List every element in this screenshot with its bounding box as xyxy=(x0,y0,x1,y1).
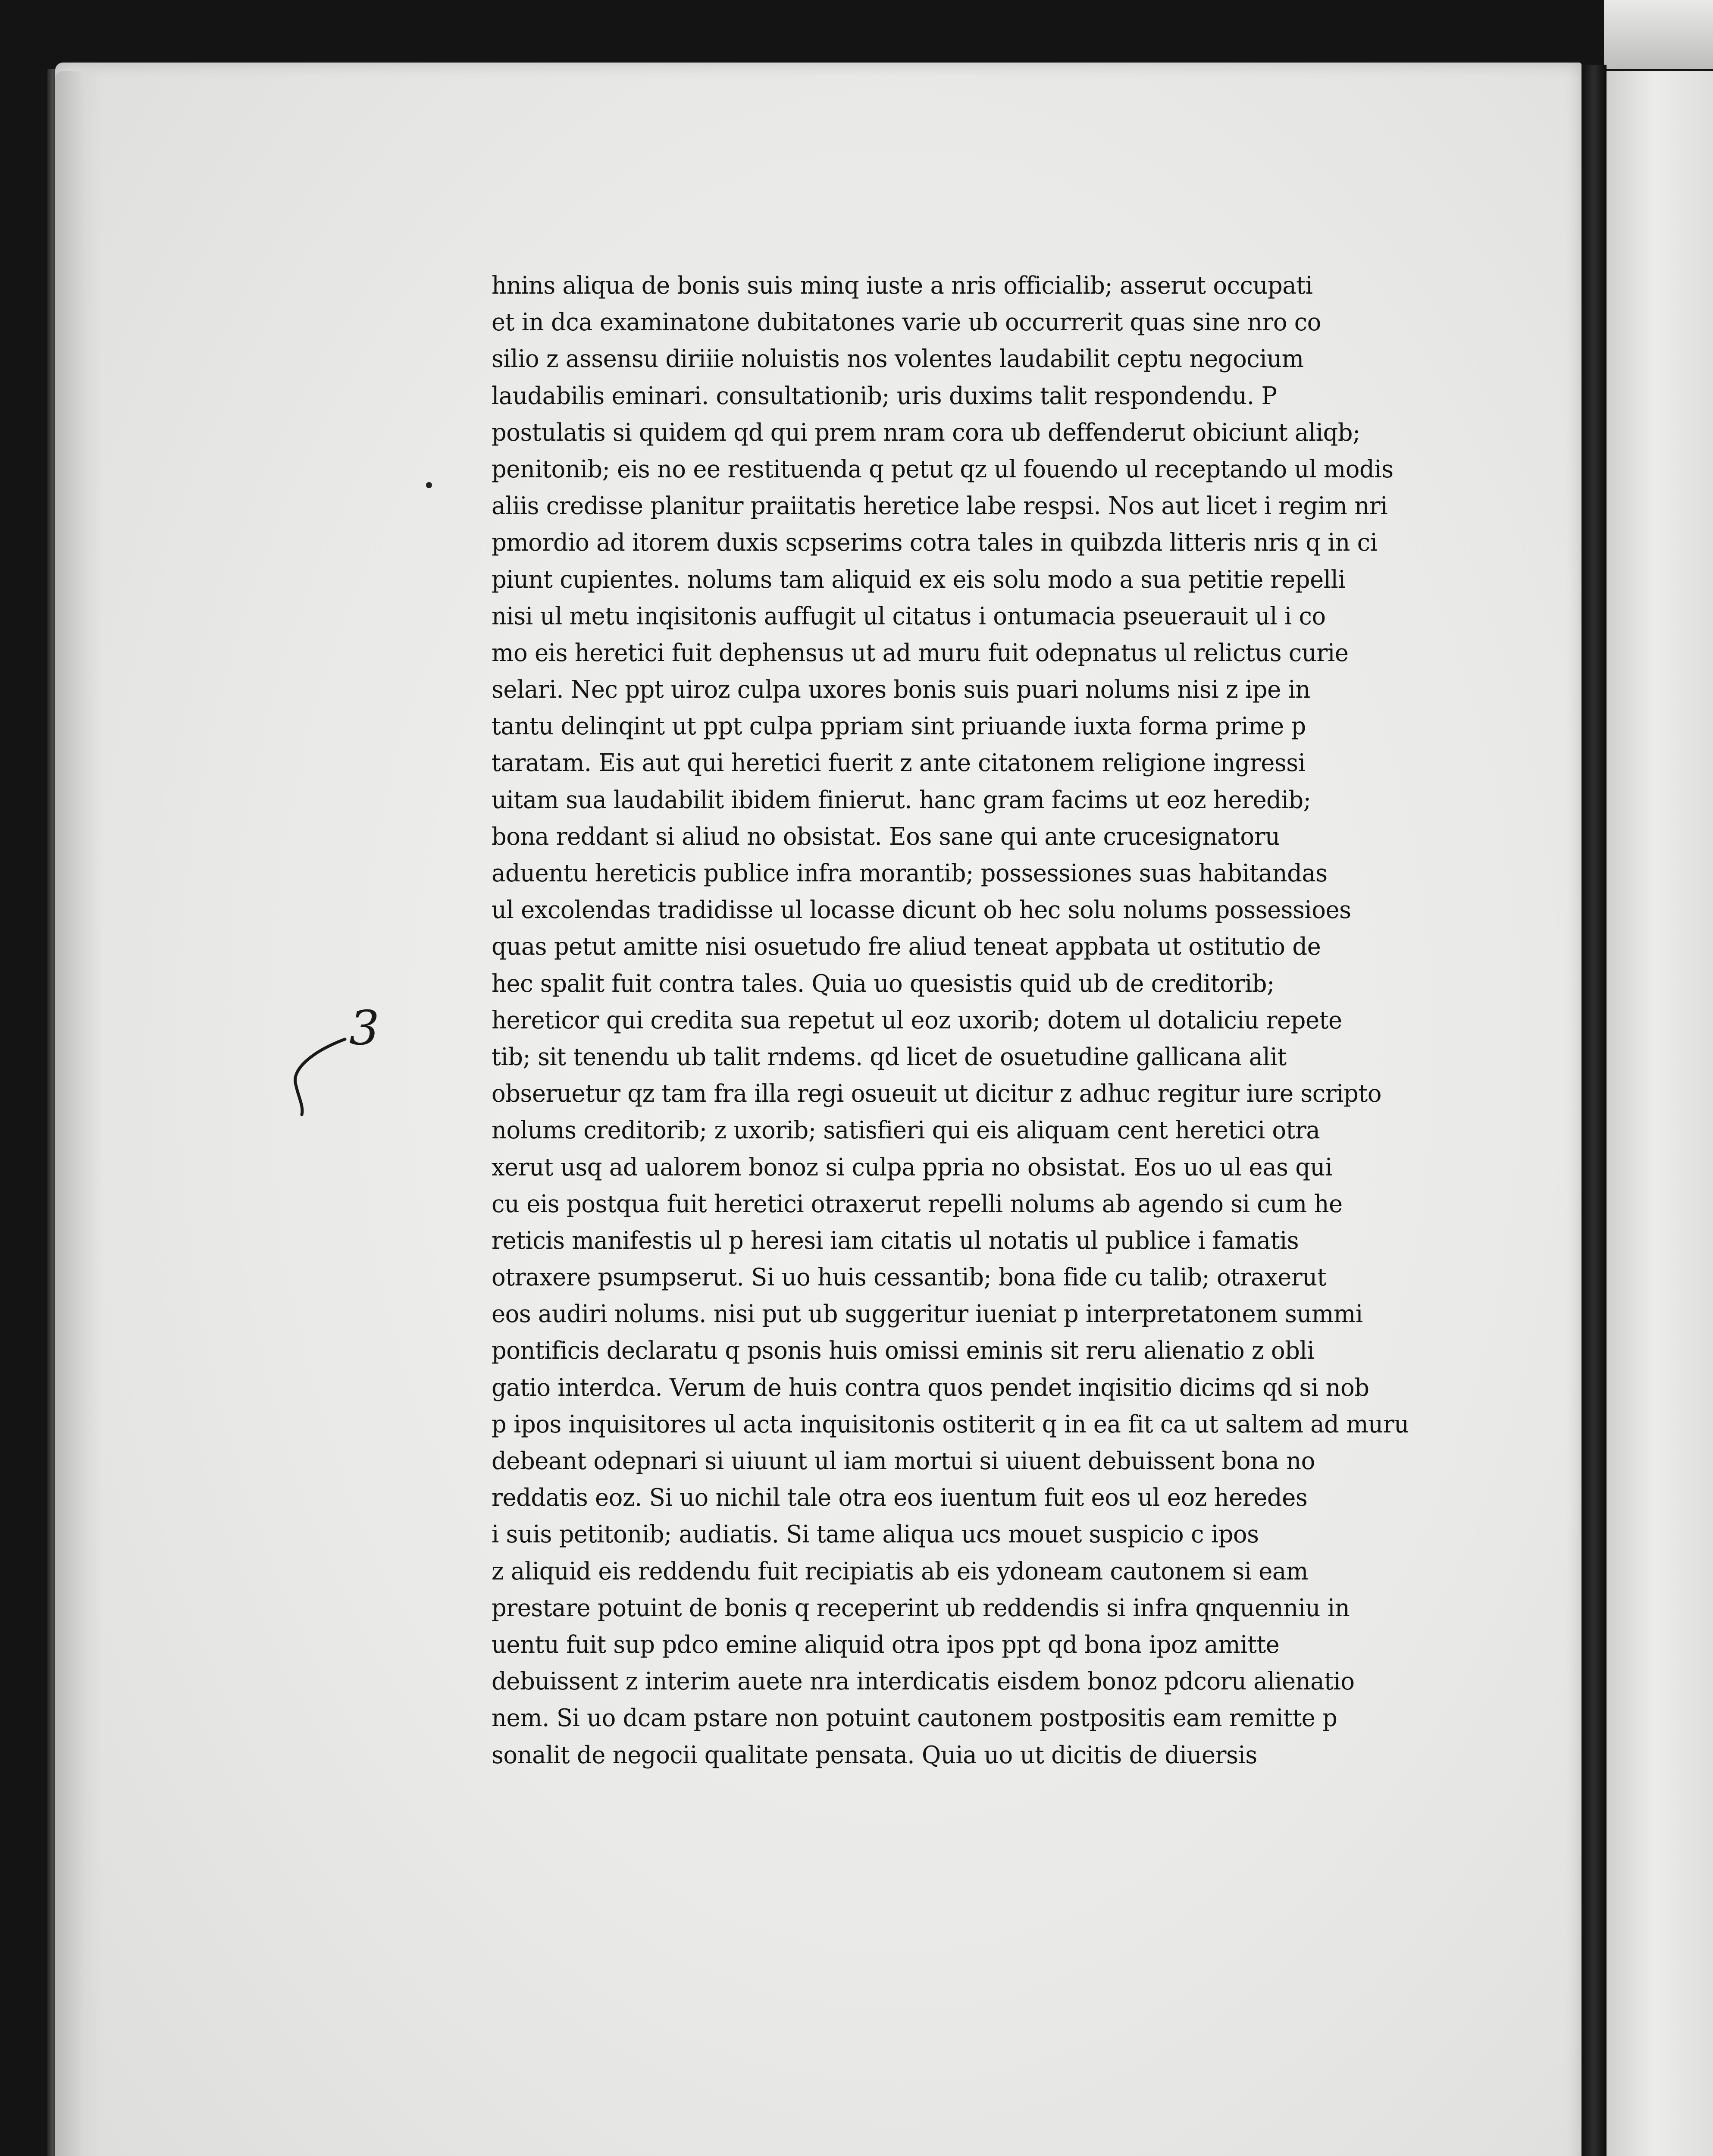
manuscript-line: tib; sit tenendu ub talit rndems. qd licet de osuetudine gallicana alit xyxy=(492,1043,1287,1071)
margin-dot xyxy=(426,482,432,488)
margin-numeral: 3 xyxy=(349,1000,379,1056)
manuscript-line: taratam. Eis aut qui heretici fuerit z ante citatonem religione ingressi xyxy=(492,749,1306,777)
manuscript-line: nem. Si uo dcam pstare non potuint cautonem postpositis eam remitte p xyxy=(492,1704,1337,1733)
manuscript-line: eos audiri nolums. nisi put ub suggeritur iueniat p interpretatonem summi xyxy=(492,1300,1363,1329)
manuscript-line: postulatis si quidem qd qui prem nram cora ub deffenderut obiciunt aliqb; xyxy=(492,418,1360,447)
manuscript-line: z aliquid eis reddendu fuit recipiatis ab eis ydoneam cautonem si eam xyxy=(492,1557,1308,1586)
facing-page-edge xyxy=(1607,71,1713,2156)
manuscript-text-column xyxy=(492,267,1409,1774)
manuscript-line: hnins aliqua de bonis suis minq iuste a nris officialib; asserut occupati xyxy=(492,272,1313,300)
manuscript-line: hereticor qui credita sua repetut ul eoz uxorib; dotem ul dotaliciu repete xyxy=(492,1006,1342,1034)
manuscript-line: quas petut amitte nisi osuetudo fre aliud teneat appbata ut ostitutio de xyxy=(492,933,1321,961)
manuscript-line: cu eis postqua fuit heretici otraxerut repelli nolums ab agendo si cum he xyxy=(492,1190,1343,1218)
manuscript-line: selari. Nec ppt uiroz culpa uxores bonis suis puari nolums nisi z ipe in xyxy=(492,676,1310,704)
manuscript-line: nolums creditorib; z uxorib; satisfieri qui eis aliquam cent heretici otra xyxy=(492,1116,1320,1145)
manuscript-line: aduentu hereticis publice infra morantib; possessiones suas habitandas xyxy=(492,859,1328,887)
manuscript-line: ul excolendas tradidisse ul locasse dicunt ob hec solu nolums possessioes xyxy=(492,896,1351,924)
manuscript-line: debeant odepnari si uiuunt ul iam mortui si uiuent debuissent bona no xyxy=(492,1447,1315,1475)
manuscript-line: hec spalit fuit contra tales. Quia uo quesistis quid ub de creditorib; xyxy=(492,969,1275,998)
manuscript-line: nisi ul metu inqisitonis auffugit ul citatus i ontumacia pseuerauit ul i co xyxy=(492,602,1326,630)
manuscript-line: reddatis eoz. Si uo nichil tale otra eos iuentum fuit eos ul eoz heredes xyxy=(492,1484,1308,1512)
manuscript-line: uentu fuit sup pdco emine aliquid otra ipos ppt qd bona ipoz amitte xyxy=(492,1630,1280,1659)
manuscript-line: silio z assensu diriiie noluistis nos volentes laudabilit ceptu negocium xyxy=(492,345,1304,373)
manuscript-line: pmordio ad itorem duxis scpserims cotra tales in quibzda litteris nris q in ci xyxy=(492,529,1378,557)
manuscript-line: bona reddant si aliud no obsistat. Eos sane qui ante crucesignatoru xyxy=(492,822,1280,851)
manuscript-line: p ipos inquisitores ul acta inquisitonis ostiterit q in ea fit ca ut saltem ad muru xyxy=(492,1410,1409,1438)
manuscript-line: reticis manifestis ul p heresi iam citatis ul notatis ul publice i famatis xyxy=(492,1226,1299,1255)
manuscript-line: i suis petitonib; audiatis. Si tame aliqua ucs mouet suspicio c ipos xyxy=(492,1520,1259,1549)
manuscript-line: obseruetur qz tam fra illa regi osueuit ut dicitur z adhuc regitur iure scripto xyxy=(492,1080,1381,1108)
manuscript-line: piunt cupientes. nolums tam aliquid ex eis solu modo a sua petitie repelli xyxy=(492,565,1346,594)
margin-bracket-mark xyxy=(285,1035,349,1117)
manuscript-line: uitam sua laudabilit ibidem finierut. hanc gram facims ut eoz heredib; xyxy=(492,786,1311,814)
manuscript-line: laudabilis eminari. consultationib; uris duxims talit respondendu. P xyxy=(492,382,1277,410)
manuscript-line: gatio interdca. Verum de huis contra quos pendet inqisitio dicims qd si nob xyxy=(492,1373,1369,1402)
manuscript-line: mo eis heretici fuit dephensus ut ad muru fuit odepnatus ul relictus curie xyxy=(492,639,1349,667)
manuscript-line: prestare potuint de bonis q receperint ub reddendis si infra qnquenniu in xyxy=(492,1594,1350,1622)
next-page-top xyxy=(1604,0,1713,69)
manuscript-line: sonalit de negocii qualitate pensata. Quia uo ut dicitis de diuersis xyxy=(492,1741,1257,1769)
manuscript-line: xerut usq ad ualorem bonoz si culpa ppria no obsistat. Eos uo ul eas qui xyxy=(492,1153,1332,1181)
manuscript-line: et in dca examinatone dubitatones varie ub occurrerit quas sine nro co xyxy=(492,308,1321,337)
binding-gutter xyxy=(1581,65,1607,2156)
manuscript-line: debuissent z interim auete nra interdicatis eisdem bonoz pdcoru alienatio xyxy=(492,1667,1355,1696)
manuscript-line: pontificis declaratu q psonis huis omissi eminis sit reru alienatio z obli xyxy=(492,1337,1315,1365)
manuscript-line: otraxere psumpserut. Si uo huis cessantib; bona fide cu talib; otraxerut xyxy=(492,1263,1327,1292)
manuscript-line: tantu delinqint ut ppt culpa ppriam sint priuande iuxta forma prime p xyxy=(492,712,1306,741)
manuscript-line: penitonib; eis no ee restituenda q petut qz ul fouendo ul receptando ul modis xyxy=(492,455,1394,483)
manuscript-line: aliis credisse planitur praiitatis heretice labe respsi. Nos aut licet i regim nri xyxy=(492,492,1388,520)
